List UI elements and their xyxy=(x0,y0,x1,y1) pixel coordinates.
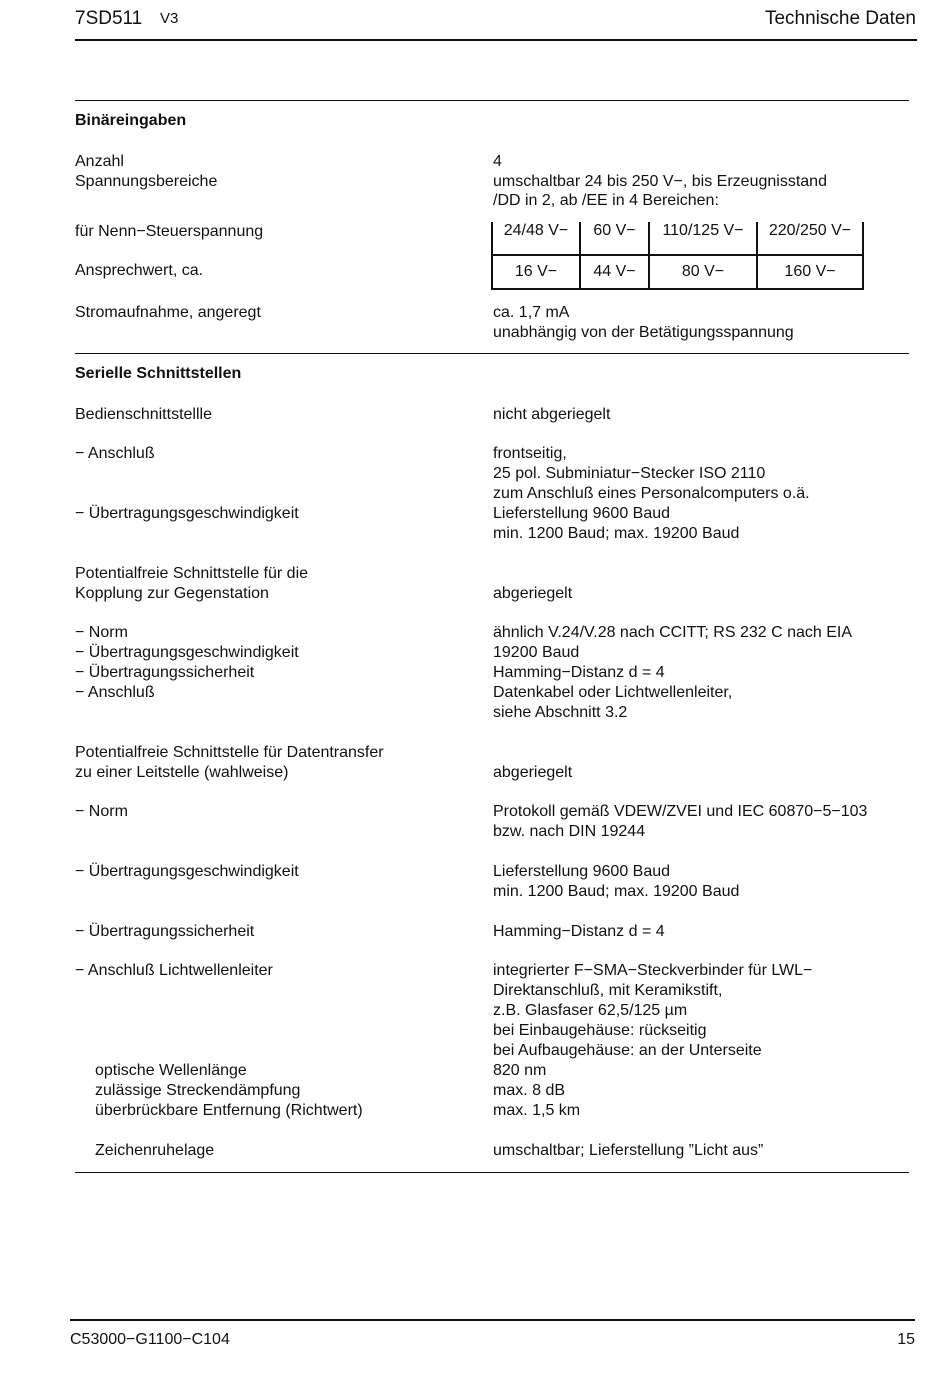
gegen-label: Potentialfreie Schnittstelle für die xyxy=(75,565,309,582)
sicher-label: − Übertragungssicherheit xyxy=(75,923,255,940)
lwl-value: z.B. Glasfaser 62,5/125 µm xyxy=(493,1002,688,1019)
leit-value: abgeriegelt xyxy=(493,764,573,781)
anschluss-label: − Anschluß xyxy=(75,684,155,701)
uebertrag-value: Lieferstellung 9600 Baud xyxy=(493,863,671,880)
leit-label: Potentialfreie Schnittstelle für Datentransfer xyxy=(75,744,384,761)
leit-label: zu einer Leitstelle (wahlweise) xyxy=(75,764,289,781)
uebertrag-value: 19200 Baud xyxy=(493,644,580,661)
sicher-label: − Übertragungssicherheit xyxy=(75,664,255,681)
strom-value-cont: unabhängig von der Betätigungsspannung xyxy=(493,324,794,341)
wellen-value: 820 nm xyxy=(493,1062,547,1079)
section-rule xyxy=(75,353,909,354)
daempf-label: zulässige Streckendämpfung xyxy=(95,1082,301,1099)
norm-label: − Norm xyxy=(75,803,128,820)
entf-label: überbrückbare Entfernung (Richtwert) xyxy=(95,1102,363,1119)
bedien-label: Bedienschnittstellle xyxy=(75,406,212,423)
lwl-value: bei Aufbaugehäuse: an der Unterseite xyxy=(493,1042,762,1059)
anzahl-label: Anzahl xyxy=(75,153,124,170)
spannung-label: Spannungsbereiche xyxy=(75,173,218,190)
zeichen-value: umschaltbar; Lieferstellung ”Licht aus” xyxy=(493,1142,764,1159)
zeichen-label: Zeichenruhelage xyxy=(95,1142,215,1159)
uebertrag-label: − Übertragungsgeschwindigkeit xyxy=(75,863,299,880)
table-cell: 110/125 V− xyxy=(649,222,757,255)
bedien-value: nicht abgeriegelt xyxy=(493,406,611,423)
anschluss-value: Datenkabel oder Lichtwellenleiter, xyxy=(493,684,733,701)
table-cell: 24/48 V− xyxy=(492,222,580,255)
gegen-label: Kopplung zur Gegenstation xyxy=(75,585,269,602)
gegen-value: abgeriegelt xyxy=(493,585,573,602)
daempf-value: max. 8 dB xyxy=(493,1082,566,1099)
anzahl-value: 4 xyxy=(493,153,502,170)
strom-value: ca. 1,7 mA xyxy=(493,304,570,321)
table-cell: 80 V− xyxy=(649,255,757,289)
sicher-value: Hamming−Distanz d = 4 xyxy=(493,923,665,940)
norm-label: − Norm xyxy=(75,624,128,641)
table-cell: 160 V− xyxy=(757,255,863,289)
table-cell: 44 V− xyxy=(580,255,649,289)
section-title: Technische Daten xyxy=(764,8,916,29)
order-number: C53000−G1100−C104 xyxy=(70,1331,230,1348)
wellen-label: optische Wellenlänge xyxy=(95,1062,247,1079)
norm-value: Protokoll gemäß VDEW/ZVEI und IEC 60870−5−103 xyxy=(493,803,868,820)
uebertrag-value: Lieferstellung 9600 Baud xyxy=(493,505,671,522)
anschluss-label: − Anschluß xyxy=(75,445,155,462)
uebertrag-value: min. 1200 Baud; max. 19200 Baud xyxy=(493,883,740,900)
anschluss-value: zum Anschluß eines Personalcomputers o.ä. xyxy=(493,485,810,502)
serial-section-title: Serielle Schnittstellen xyxy=(75,365,242,382)
spannung-value-cont: /DD in 2, ab /EE in 4 Bereichen: xyxy=(493,192,719,209)
page-number: 15 xyxy=(897,1331,915,1348)
anschluss-value: frontseitig, xyxy=(493,445,567,462)
strom-label: Stromaufnahme, angeregt xyxy=(75,304,261,321)
footer-rule xyxy=(70,1319,915,1321)
section-rule xyxy=(75,1172,909,1173)
table-cell: 16 V− xyxy=(492,255,580,289)
entf-value: max. 1,5 km xyxy=(493,1102,581,1119)
uebertrag-value: min. 1200 Baud; max. 19200 Baud xyxy=(493,525,740,542)
uebertrag-label: − Übertragungsgeschwindigkeit xyxy=(75,644,299,661)
binary-section-title: Binäreingaben xyxy=(75,112,187,129)
sicher-value: Hamming−Distanz d = 4 xyxy=(493,664,665,681)
uebertrag-label: − Übertragungsgeschwindigkeit xyxy=(75,505,299,522)
table-cell: 60 V− xyxy=(580,222,649,255)
section-rule xyxy=(75,100,909,101)
lwl-value: bei Einbaugehäuse: rückseitig xyxy=(493,1022,707,1039)
norm-value: bzw. nach DIN 19244 xyxy=(493,823,646,840)
anschluss-value: siehe Abschnitt 3.2 xyxy=(493,704,628,721)
lwl-label: − Anschluß Lichtwellenleiter xyxy=(75,962,273,979)
spannung-value: umschaltbar 24 bis 250 V−, bis Erzeugnisstand xyxy=(493,173,827,190)
version-label: V3 xyxy=(160,10,179,27)
header-rule xyxy=(75,39,917,41)
document-id: 7SD511 xyxy=(75,8,143,29)
norm-value: ähnlich V.24/V.28 nach CCITT; RS 232 C nach EIA xyxy=(493,624,853,641)
voltage-table xyxy=(491,222,864,290)
lwl-value: integrierter F−SMA−Steckverbinder für LWL− xyxy=(493,962,813,979)
anschluss-value: 25 pol. Subminiatur−Stecker ISO 2110 xyxy=(493,465,766,482)
lwl-value: Direktanschluß, mit Keramikstift, xyxy=(493,982,723,999)
table-cell: 220/250 V− xyxy=(757,222,863,255)
ansprech-label: Ansprechwert, ca. xyxy=(75,262,204,279)
nenn-label: für Nenn−Steuerspannung xyxy=(75,223,264,240)
